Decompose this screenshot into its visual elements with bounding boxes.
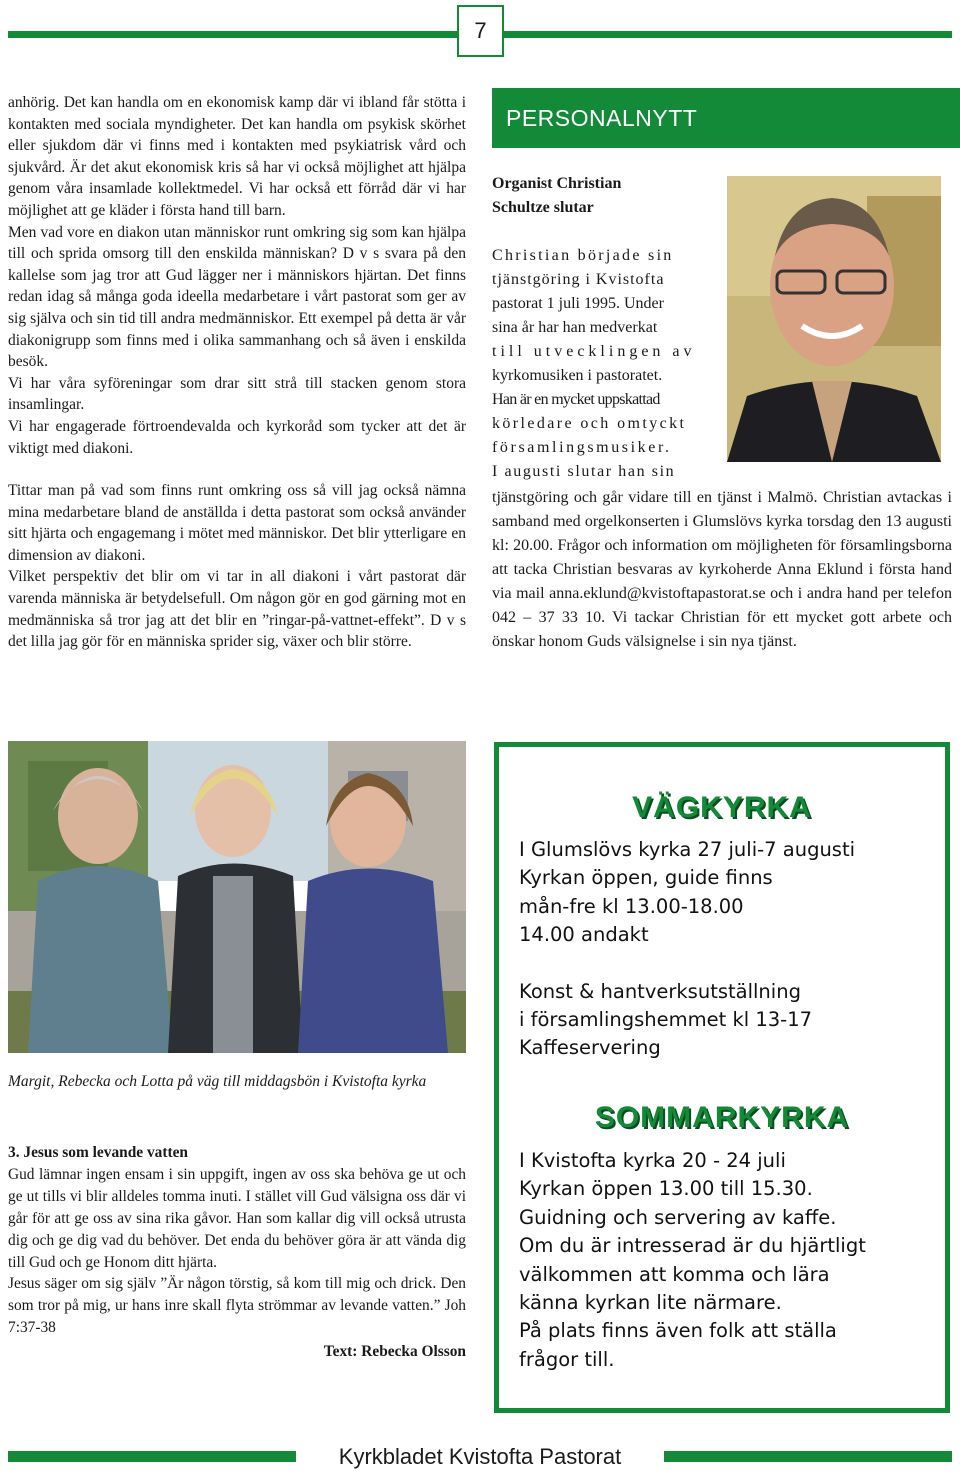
text-line: I Kvistofta kyrka 20 - 24 juli — [519, 1149, 786, 1172]
subheading: Schultze slutar — [492, 199, 594, 216]
paragraph: Men vad vore en diakon utan människor runt omkring sig som kan hjälpa till och sprida omsorg till den enskilda människan? D v s svara på den kallelse som jag tror att Gud lägger ner i människors hjärtan. Det finns redan idag så många goda ideella medarbetare i vårt pastorat som ger av sig själva och sin tid till andra medmänniskor. Ett exempel på detta är vår diakonigrupp som finns med i olika sammanhang och så även i enskilda besök. — [8, 223, 466, 371]
text-line: På plats finns även folk att ställa — [519, 1319, 837, 1343]
jesus-section — [8, 1142, 466, 1363]
paragraph: Vilket perspektiv det blir om vi tar in all diakoni i vårt pastorat där varenda människa är betydelsefull. Om någon gör en god gärning mot en medmänniska så tror jag att det blir en ”ringar-på-vattnet-effekt”. D v s det lilla jag gör för en människa sprider sig, växer och blir större. — [8, 568, 466, 651]
paragraph: Gud lämnar ingen ensam i sin uppgift, ingen av oss ska behöva ge ut och ge ut tills vi blir alldeles tomma inuti. I stället vill Gud välsigna oss där vi går för att ge oss av sina rika gåvor. Han som kallar dig vill också utrusta dig och ge dig vad du behöver. Det enda du behöver göra är att vända dig till Gud och ge Honom ditt hjärta. — [8, 1165, 466, 1271]
text-line: Konst & hantverksutställning — [519, 979, 801, 1003]
subheading: Organist Christian — [492, 175, 622, 192]
text-line: mån-fre kl 13.00-18.00 — [519, 894, 744, 918]
text-line: I Glumslövs kyrka 27 juli-7 augusti — [519, 838, 856, 861]
text-line: i församlingshemmet kl 13-17 — [519, 1008, 813, 1032]
vagkyrka-title: VÄGKYRKA — [632, 791, 812, 824]
vagkyrka-text — [519, 836, 939, 1063]
text-line: tjänstgöring i Kvistofta — [492, 271, 665, 288]
text-line: pastorat 1 juli 1995. Under — [492, 295, 664, 312]
group-photo — [8, 741, 466, 1053]
photo-caption: Margit, Rebecka och Lotta på väg till middagsbön i Kvistofta kyrka — [8, 1073, 427, 1090]
text-line: Kyrkan öppen, guide finns — [519, 866, 773, 890]
top-rule-left — [8, 31, 457, 38]
left-column — [8, 92, 466, 653]
text-line: till utvecklingen av — [492, 343, 696, 360]
top-rule-right — [504, 31, 952, 38]
page-number: 7 — [457, 5, 504, 57]
text-line: Kaffeservering — [519, 1036, 661, 1060]
paragraph: Jesus säger om sig själv ”Är någon törstig, så kom till mig och drick. Den som tror på mig, ur hans inre skall flyta strömmar av levande vatten.” Joh 7:37-38 — [8, 1275, 466, 1337]
portrait-photo — [727, 176, 941, 462]
text-line: församlingsmusiker. — [492, 439, 672, 456]
paragraph: anhörig. Det kan handla om en ekonomisk kamp där vi ibland får stötta i kontakten med sociala myndigheter. Det kan handla om psykisk skörhet eller sjukdom där vi finns med i kontakten med psykiatrisk vård och sjukvård. Är det akut ekonomisk kris så har vi också möjlighet att hjälpa genom våra insamlade kollektmedel. Vi har också ett förråd där vi har möjlighet att ge kläder i första hand till barn. — [8, 94, 466, 219]
paragraph: Vi har engagerade förtroendevalda och kyrkoråd som tycker att det är viktigt med diakoni. — [8, 417, 466, 457]
personalnytt-left — [492, 172, 707, 484]
text-line: 14.00 andakt — [519, 923, 649, 947]
text-line: Kyrkan öppen 13.00 till 15.30. — [519, 1177, 813, 1201]
sommarkyrka-title: SOMMARKYRKA — [594, 1101, 850, 1134]
personalnytt-body: tjänstgöring och går vidare till en tjänst i Malmö. Christian avtackas i samband med orgelkonserten i Glumslövs kyrka torsdag den 13 augusti kl: 20.00. Frågor och information om möjligheten för församlingsborna att tacka Christian besvaras av kyrkoherde Anna Eklund i första hand via mail anna.eklund@kvistoftapastorat.se och i andra hand per telefon 042 – 37 33 10. Vi tackar Christian för ett mycket gott arbete och önskar honom Guds välsignelse i sin nya tjänst. — [492, 489, 952, 650]
personalnytt-header: PERSONALNYTT — [492, 88, 960, 148]
text-line: frågor till. — [519, 1347, 615, 1371]
footer-title: Kyrkbladet Kvistofta Pastorat — [338, 1444, 622, 1469]
text-line: körledare och omtyckt — [492, 415, 687, 432]
text-line: kyrkomusiken i pastoratet. — [492, 367, 663, 384]
section-heading: 3. Jesus som levande vatten — [8, 1144, 188, 1161]
events-box — [494, 742, 950, 1413]
text-line: välkommen att komma och lära — [519, 1262, 830, 1286]
text-line: sina år har han medverkat — [492, 319, 658, 336]
text-line: I augusti slutar han sin — [492, 463, 676, 480]
text-line: Han är en mycket uppskattad — [492, 391, 660, 408]
byline: Text: Rebecka Olsson — [323, 1343, 466, 1361]
text-line: Om du är intresserad är du hjärtligt — [519, 1234, 866, 1258]
text-line: känna kyrkan lite närmare. — [519, 1291, 782, 1315]
sommarkyrka-text — [519, 1147, 939, 1374]
paragraph: Tittar man på vad som finns runt omkring oss så vill jag också nämna mina medarbetare bland de anställda i detta pastorat som också använder sitt hjärta och engagemang i mötet med människor. Det blir ytterligare en dimension av diakoni. — [8, 482, 466, 564]
text-line: Guidning och servering av kaffe. — [519, 1205, 837, 1229]
text-line: Christian började sin — [492, 247, 674, 264]
paragraph: Vi har våra syföreningar som drar sitt strå till stacken genom stora insamlingar. — [8, 374, 466, 414]
